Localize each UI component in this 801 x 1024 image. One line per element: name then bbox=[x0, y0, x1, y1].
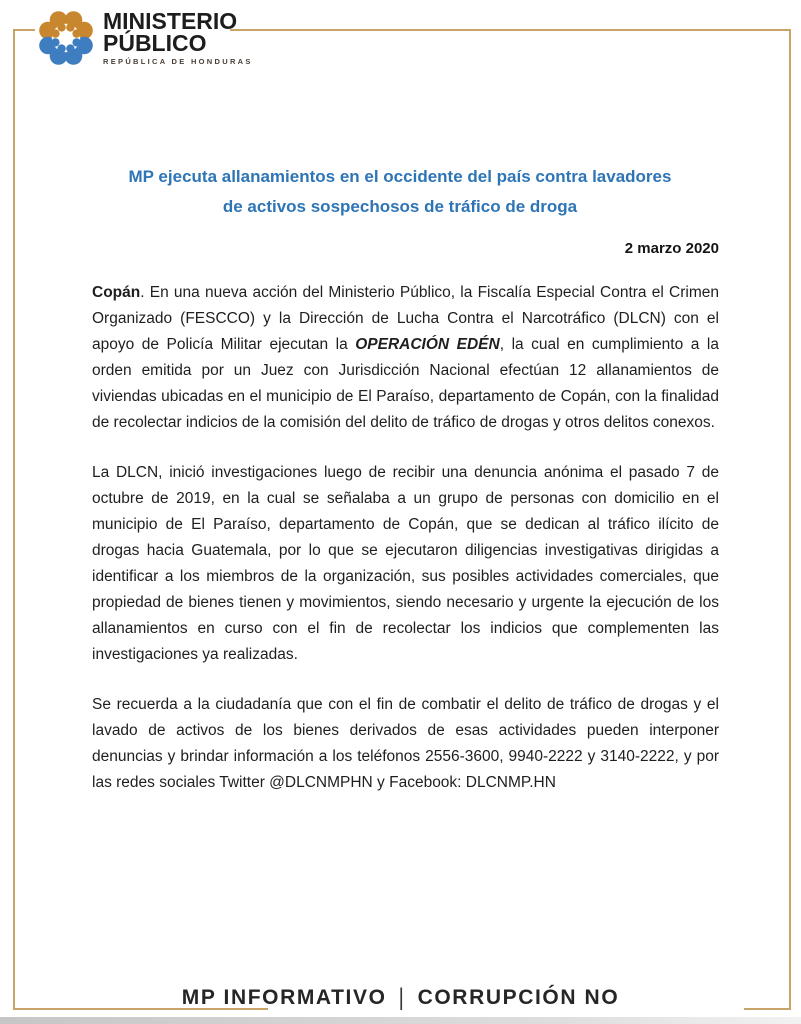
footer-left-label: MP INFORMATIVO bbox=[181, 986, 387, 1009]
article-body bbox=[92, 280, 719, 820]
org-name-line1: MINISTERIO bbox=[103, 8, 238, 34]
frame-top-rule bbox=[230, 29, 791, 31]
ministerio-publico-logo-icon bbox=[37, 9, 95, 67]
paragraph-text: . En una nueva acción del Ministerio Público, la Fiscalía Especial Contra el Crimen Organizado (FESCCO) y la Dirección de Lucha Contra el Narcotráfico (DLCN) con el apoyo de Policía Militar ejecutan la bbox=[92, 284, 719, 353]
article-title-line1: MP ejecuta allanamientos en el occidente del país contra lavadores bbox=[128, 167, 672, 187]
paragraph-3: Se recuerda a la ciudadanía que con el fin de combatir el delito de tráfico de drogas y el lavado de activos de los bienes derivados de esas actividades pueden interponer denuncias y brindar información a los teléfonos 2556-3600, 9940-2222 y 3140-2222, y por las redes sociales Twitter @DLCNMPHN y Facebook: DLCNMP.HN bbox=[92, 696, 719, 791]
frame-top-left-stub bbox=[13, 29, 35, 31]
footer-banner bbox=[0, 986, 801, 1010]
frame-border-left bbox=[13, 29, 15, 1010]
article-title bbox=[80, 162, 720, 222]
operation-name: OPERACIÓN EDÉN bbox=[355, 336, 500, 353]
paragraph-1 bbox=[92, 280, 719, 436]
footer-right-label: CORRUPCIÓN NO bbox=[417, 986, 620, 1009]
article-title-line2: de activos sospechosos de tráfico de droga bbox=[222, 197, 578, 217]
frame-border-right bbox=[789, 29, 791, 1010]
screenshot-bottom-edge bbox=[0, 1017, 801, 1024]
logo-wordmark bbox=[103, 10, 253, 66]
paragraph-text: , la cual en cumplimiento a la orden emitida por un Juez con Jurisdicción Nacional efectúan 12 allanamientos de viviendas ubicadas en el municipio de El Paraíso, departamento de Copán, con la finalidad de recolectar indicios de la comisión del delito de tráfico de drogas y otros delitos conexos. bbox=[92, 336, 719, 431]
org-name-line2: PÚBLICO bbox=[103, 30, 207, 56]
article-date: 2 marzo 2020 bbox=[624, 240, 719, 257]
paragraph-2: La DLCN, inició investigaciones luego de recibir una denuncia anónima el pasado 7 de octubre de 2019, en la cual se señalaba a un grupo de personas con domicilio en el municipio de El Paraíso, departamento de Copán, que se dedican al tráfico ilícito de drogas hacia Guatemala, por lo que se ejecutaron diligencias investigativas dirigidas a identificar a los miembros de la organización, sus posibles actividades comerciales, que propiedad de bienes tienen y movimientos, siendo necesario y urgente la ejecución de los allanamientos en curso con el fin de recolectar los indicios que complementen las investigaciones ya realizadas. bbox=[92, 464, 719, 663]
paragraph-lead: Copán bbox=[92, 284, 141, 301]
org-tagline: REPÚBLICA DE HONDURAS bbox=[103, 57, 253, 66]
footer-separator: | bbox=[398, 984, 406, 1011]
